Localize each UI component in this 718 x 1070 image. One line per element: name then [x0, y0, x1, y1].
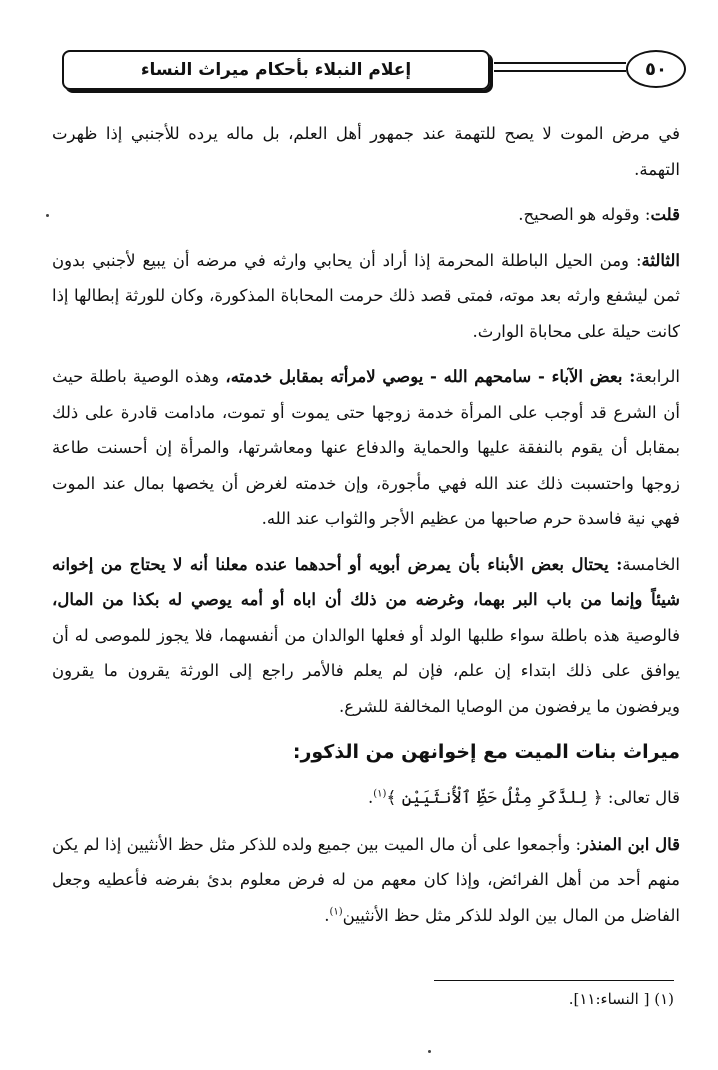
paragraph-bold-text: : بعض الآباء - سامحهم الله - يوصي لامرأته بمقابل خدمته، [225, 367, 636, 386]
page-body [52, 116, 680, 943]
paragraph-text: : ومن الحيل الباطلة المحرمة إذا أراد أن يحابي وارثه في مرضه أن يبيع لأجنبي بدون ثمن ليشفع وارثه بعد موته، فمتى قصد ذلك حرمت المحاباة المذكورة، وكان للورثة إبطالها إذا كانت حيلة على محاباة الوارث. [52, 250, 680, 341]
section-heading: ميراث بنات الميت مع إخوانهن من الذكور: [292, 741, 680, 763]
paragraph-text: وهذه الوصية باطلة حيث أن الشرع قد أوجب على المرأة خدمة زوجها حتى يموت أو تموت، مادامت قادرة على ذلك بمقابل أن يقوم بالنفقة عليها والحماية والدفاع عنها ومعاشرتها، والمرأة إن أحسنت طاعة زوجها واحتسبت ذلك عند الله فهي مأجورة، وإن خدمته لغرض أن يخصها بمال عند الموت فهي نية فاسدة حرم صاحبها من عظيم الأجر والثواب عند الله. [52, 367, 680, 528]
footnote-rule [434, 980, 674, 981]
speck [428, 1050, 431, 1053]
paragraph [52, 116, 680, 187]
verse-intro: قال تعالى: [602, 788, 680, 807]
paragraph-text: : وأجمعوا على أن مال الميت بين جميع ولده للذكر مثل حظ الأنثيين إذا لم يكن منهم أحد من أهل الفرائض، وإذا كان معهم من له فرض معلوم بدئ بفرضه فأعطيه وجعل الفاضل من المال بين الولد للذكر مثل حظ الأنثيين [52, 834, 680, 925]
header-rule [494, 70, 626, 72]
header-rule [494, 62, 626, 64]
paragraph-text: : وقوله هو الصحيح. [518, 205, 651, 224]
verse-end: . [367, 788, 374, 807]
paragraph [52, 197, 680, 233]
paragraph-end: . [324, 905, 330, 925]
paragraph [52, 243, 680, 350]
footnote-ref: (١) [373, 788, 387, 800]
verse-line [52, 780, 680, 817]
paragraph-bold-text: : يحتال بعض الأبناء بأن يمرض أبويه أو أحدهما عنده معلنا أنه لا يحتاج من إخوانه شيئاً وإنما من باب البر بهما، وغرضه من ذلك أن اباه أو أمه يوصي له بكذا من المال، [52, 554, 680, 609]
footnote: (١) [ النساء:١١]. [568, 990, 674, 1008]
page-header [54, 48, 688, 92]
speck [46, 214, 49, 217]
paragraph [52, 359, 680, 537]
footnote-ref: (١) [329, 906, 343, 917]
paragraph-label: الخامسة [622, 554, 680, 574]
paragraph-text: فالوصية هذه باطلة سواء طلبها الولد أو فعلها الوالدان من أنفسهما، فلا يجوز للموصى له أن يوافق على ذلك ابتداء إن علم، فإن لم يعلم فالأمر راجع إلى الورثة يقرون ما يقرون ويرفضون ما يرفضون من الوصايا المخالفة للشرع. [52, 625, 680, 716]
page-number: ٥٠ [626, 50, 686, 88]
paragraph-label: الرابعة [635, 367, 680, 386]
paragraph-text: في مرض الموت لا يصح للتهمة عند جمهور أهل العلم، بل ماله يرده للأجنبي إذا ظهرت التهمة. [52, 124, 680, 179]
paragraph [52, 827, 680, 934]
paragraph-label: قلت [650, 205, 680, 224]
paragraph [52, 547, 680, 725]
paragraph-label: قال ابن المنذر [581, 834, 680, 854]
paragraph-label: الثالثة [641, 250, 680, 270]
quran-verse: ﴿ لِلذَّكَرِ مِثْلُ حَظِّ ٱلْأُنثَيَيْنِ ﴾ [386, 788, 603, 808]
running-title: إعلام النبلاء بأحكام ميراث النساء [62, 50, 490, 90]
